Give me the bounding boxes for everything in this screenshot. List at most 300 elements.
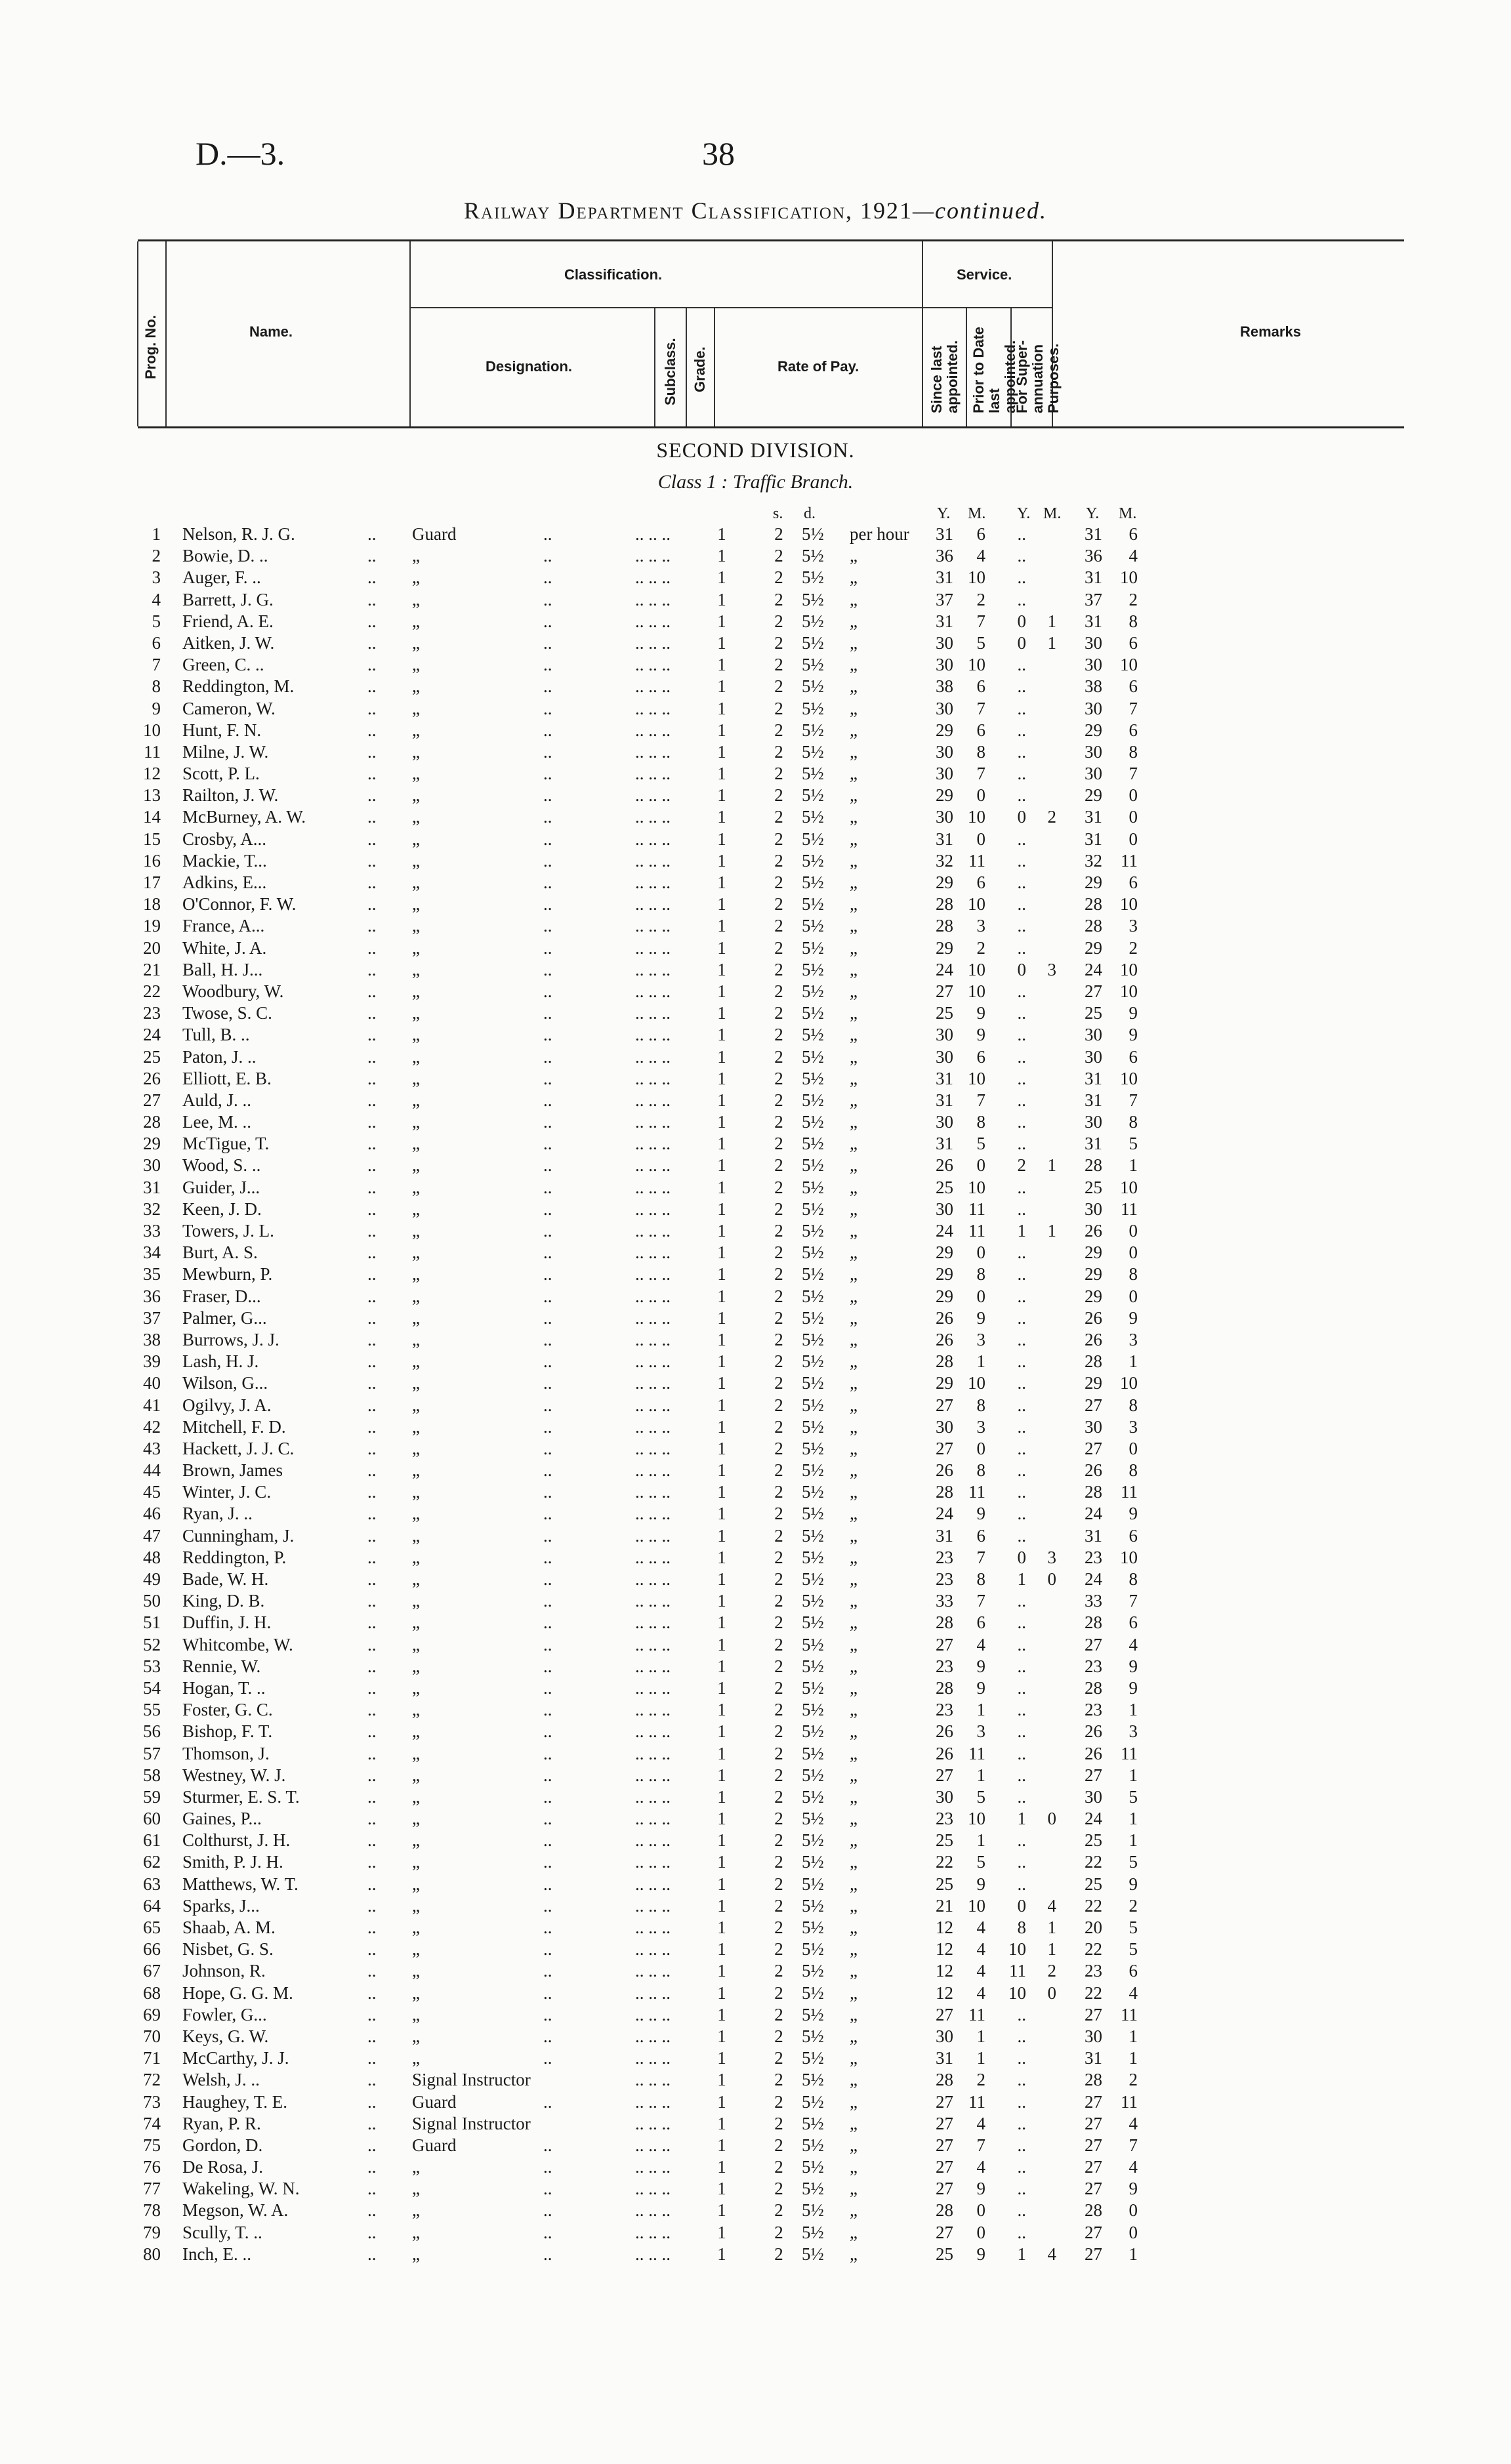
cell-rate-pence: 5½ (802, 2135, 824, 2155)
table-row (0, 1024, 1511, 1046)
leader-dots: .. .. .. (635, 1700, 671, 1720)
leader-dots: .. (367, 1068, 377, 1088)
cell-grade: 1 (717, 589, 726, 609)
cell-since-months: 3 (976, 1416, 985, 1437)
cell-super-years: 25 (1085, 1177, 1102, 1197)
cell-grade: 1 (717, 1939, 726, 1960)
cell-super-months: 6 (1128, 676, 1138, 697)
cell-rate-unit: „ (850, 1221, 858, 1241)
leader-dots: .. (367, 1351, 377, 1372)
cell-rate-shillings: 2 (774, 1307, 783, 1328)
cell-rate-shillings: 2 (774, 1961, 783, 1981)
cell-rate-unit: „ (850, 873, 858, 892)
cell-name: Adkins, E... (182, 873, 267, 892)
cell-name: Reddington, P. (182, 1547, 287, 1567)
leader-dots: .. (367, 894, 377, 914)
header-designation: Designation. (486, 358, 573, 375)
table-row (0, 1743, 1511, 1765)
cell-since-months: 9 (976, 1677, 985, 1698)
cell-since-months: 5 (976, 1786, 985, 1807)
table-row (0, 1263, 1511, 1285)
cell-rate-unit: „ (850, 1504, 858, 1524)
cell-since-years: 29 (936, 785, 953, 806)
cell-super-months: 5 (1128, 1786, 1138, 1807)
leader-dots: .. (367, 1569, 377, 1589)
leader-dots: .. (543, 1025, 552, 1045)
cell-prog-no: 46 (143, 1504, 161, 1524)
cell-designation: „ (412, 1351, 420, 1372)
leader-dots: .. .. .. (635, 589, 671, 609)
leader-dots: .. (543, 632, 552, 653)
cell-prior-years: .. (1017, 1438, 1026, 1458)
cell-name: Winter, J. C. (182, 1482, 272, 1502)
leader-dots: .. (367, 1482, 377, 1502)
cell-since-years: 29 (936, 873, 953, 892)
cell-name: Palmer, G... (182, 1307, 267, 1328)
cell-super-years: 30 (1085, 1046, 1102, 1067)
leader-dots: .. (367, 2091, 377, 2112)
table-row (0, 1220, 1511, 1242)
leader-dots: .. (367, 807, 377, 827)
cell-super-years: 31 (1085, 1068, 1102, 1088)
cell-since-months: 0 (976, 1286, 985, 1306)
cell-prior-years: .. (1017, 1025, 1026, 1045)
cell-super-months: 0 (1128, 1286, 1138, 1306)
cell-rate-pence: 5½ (802, 1046, 824, 1067)
leader-dots: .. .. .. (635, 1090, 671, 1110)
cell-prior-years: 1 (1017, 1569, 1026, 1589)
cell-prior-years: .. (1017, 1591, 1026, 1611)
cell-designation: „ (412, 1939, 420, 1960)
cell-super-months: 7 (1128, 698, 1138, 718)
cell-super-months: 9 (1128, 1656, 1138, 1676)
cell-rate-shillings: 2 (774, 1329, 783, 1349)
cell-designation: „ (412, 632, 420, 653)
cell-rate-unit: „ (850, 1003, 858, 1023)
cell-prog-no: 57 (143, 1743, 161, 1763)
cell-prior-months: 4 (1047, 1895, 1056, 1916)
cell-name: Friend, A. E. (182, 611, 274, 631)
cell-prior-years: .. (1017, 2004, 1026, 2024)
table-row (0, 872, 1511, 893)
leader-dots: .. (367, 1809, 377, 1829)
cell-prior-months: 4 (1047, 2244, 1056, 2264)
cell-since-years: 12 (936, 1961, 953, 1981)
cell-name: Scully, T. .. (182, 2222, 262, 2242)
cell-super-months: 7 (1128, 1090, 1138, 1110)
cell-since-years: 26 (936, 1307, 953, 1328)
cell-prog-no: 67 (143, 1961, 161, 1981)
cell-super-years: 27 (1085, 2113, 1102, 2133)
table-body (0, 524, 1511, 2265)
cell-rate-shillings: 2 (774, 2222, 783, 2242)
cell-designation: „ (412, 741, 420, 762)
leader-dots: .. (367, 2004, 377, 2024)
cell-prior-years: .. (1017, 2200, 1026, 2221)
cell-since-years: 25 (936, 2244, 953, 2264)
cell-prog-no: 17 (143, 873, 161, 892)
cell-rate-shillings: 2 (774, 1525, 783, 1546)
cell-rate-pence: 5½ (802, 589, 824, 609)
cell-super-years: 23 (1085, 1656, 1102, 1676)
cell-since-months: 1 (976, 1765, 985, 1785)
cell-rate-pence: 5½ (802, 1961, 824, 1981)
cell-rate-shillings: 2 (774, 1003, 783, 1023)
cell-rate-unit: „ (850, 2070, 858, 2090)
cell-rate-shillings: 2 (774, 676, 783, 697)
page-title (0, 197, 1511, 224)
cell-grade: 1 (717, 1025, 726, 1045)
cell-super-years: 27 (1085, 2244, 1102, 2264)
cell-designation: „ (412, 1961, 420, 1981)
cell-prog-no: 68 (143, 1982, 161, 2003)
cell-prog-no: 49 (143, 1569, 161, 1589)
table-row (0, 1547, 1511, 1569)
cell-rate-pence: 5½ (802, 850, 824, 871)
cell-super-years: 26 (1085, 1721, 1102, 1742)
cell-name: Gaines, P... (182, 1809, 262, 1829)
cell-rate-shillings: 2 (774, 1547, 783, 1567)
cell-rate-unit: „ (850, 2222, 858, 2242)
leader-dots: .. (543, 807, 552, 827)
leader-dots: .. .. .. (635, 1612, 671, 1633)
cell-prog-no: 60 (143, 1809, 161, 1829)
cell-prior-years: .. (1017, 698, 1026, 718)
cell-prior-years: .. (1017, 1677, 1026, 1698)
leader-dots: .. (543, 1177, 552, 1197)
cell-super-months: 3 (1128, 1416, 1138, 1437)
leader-dots: .. (543, 2222, 552, 2242)
table-row (0, 893, 1511, 915)
leader-dots: .. (543, 1242, 552, 1263)
cell-rate-unit: „ (850, 1939, 858, 1960)
leader-dots: .. .. .. (635, 567, 671, 588)
cell-prior-years: .. (1017, 2179, 1026, 2199)
cell-super-years: 29 (1085, 873, 1102, 892)
cell-prog-no: 66 (143, 1939, 161, 1960)
cell-rate-shillings: 2 (774, 1918, 783, 1937)
table-row (0, 567, 1511, 588)
cell-designation: „ (412, 2026, 420, 2046)
cell-super-months: 3 (1128, 1721, 1138, 1742)
cell-rate-unit: „ (850, 2113, 858, 2133)
cell-super-years: 24 (1085, 1569, 1102, 1589)
cell-grade: 1 (717, 698, 726, 718)
leader-dots: .. (543, 1656, 552, 1676)
table-row (0, 1503, 1511, 1525)
cell-rate-unit: „ (850, 959, 858, 979)
cell-rate-pence: 5½ (802, 1373, 824, 1393)
leader-dots: .. .. .. (635, 1874, 671, 1894)
leader-dots: .. (367, 1591, 377, 1611)
leader-dots: .. (367, 1286, 377, 1306)
cell-since-months: 0 (976, 2200, 985, 2221)
cell-rate-shillings: 2 (774, 698, 783, 718)
cell-super-months: 0 (1128, 2200, 1138, 2221)
cell-grade: 1 (717, 1351, 726, 1372)
cell-designation: „ (412, 1416, 420, 1437)
leader-dots: .. (367, 1874, 377, 1894)
cell-rate-pence: 5½ (802, 1482, 824, 1502)
cell-prog-no: 56 (143, 1721, 161, 1742)
cell-rate-unit: „ (850, 1134, 858, 1154)
table-row (0, 1395, 1511, 1416)
cell-prog-no: 10 (143, 720, 161, 740)
cell-name: Auger, F. .. (182, 567, 261, 588)
cell-name: Tull, B. .. (182, 1025, 250, 1045)
cell-rate-pence: 5½ (802, 1830, 824, 1851)
cell-designation: „ (412, 1547, 420, 1567)
cell-super-months: 7 (1128, 1591, 1138, 1611)
cell-since-months: 6 (976, 1046, 985, 1067)
cell-since-years: 30 (936, 1416, 953, 1437)
leader-dots: .. (367, 829, 377, 849)
cell-rate-pence: 5½ (802, 1068, 824, 1088)
cell-designation: „ (412, 1395, 420, 1415)
cell-super-years: 29 (1085, 1373, 1102, 1393)
cell-designation: Guard (412, 2091, 457, 2112)
cell-rate-unit: „ (850, 981, 858, 1001)
leader-dots: .. (367, 1025, 377, 1045)
cell-super-years: 30 (1085, 764, 1102, 784)
cell-since-months: 8 (976, 1460, 985, 1481)
leader-dots: .. .. .. (635, 1199, 671, 1219)
cell-rate-unit: „ (850, 1852, 858, 1872)
cell-rate-shillings: 2 (774, 2004, 783, 2024)
cell-prior-years: 2 (1017, 1155, 1026, 1176)
cell-prior-years: 11 (1009, 1961, 1026, 1981)
table-row (0, 1699, 1511, 1721)
cell-rate-unit: „ (850, 2200, 858, 2221)
cell-super-months: 9 (1128, 1307, 1138, 1328)
cell-grade: 1 (717, 1982, 726, 2003)
leader-dots: .. .. .. (635, 959, 671, 979)
cell-prior-years: .. (1017, 2070, 1026, 2090)
leader-dots: .. .. .. (635, 1177, 671, 1197)
cell-name: Keen, J. D. (182, 1199, 262, 1219)
cell-prior-years: .. (1017, 894, 1026, 914)
cell-grade: 1 (717, 720, 726, 740)
cell-since-months: 11 (968, 1221, 985, 1241)
cell-rate-shillings: 2 (774, 611, 783, 631)
unit-s: s. (773, 505, 783, 522)
leader-dots: .. (543, 1569, 552, 1589)
table-row (0, 698, 1511, 720)
leader-dots: .. (543, 1830, 552, 1851)
cell-grade: 1 (717, 2179, 726, 2199)
cell-grade: 1 (717, 1286, 726, 1306)
leader-dots: .. .. .. (635, 1634, 671, 1654)
leader-dots: .. (367, 1003, 377, 1023)
table-row (0, 1242, 1511, 1263)
cell-prog-no: 78 (143, 2200, 161, 2221)
cell-name: Bowie, D. .. (182, 546, 268, 566)
cell-rate-pence: 5½ (802, 1242, 824, 1263)
cell-rate-pence: 5½ (802, 1612, 824, 1633)
cell-since-months: 3 (976, 1721, 985, 1742)
table-row (0, 2047, 1511, 2069)
cell-designation: „ (412, 1786, 420, 1807)
cell-prior-years: .. (1017, 1112, 1026, 1132)
cell-rate-pence: 5½ (802, 676, 824, 697)
leader-dots: .. (367, 2157, 377, 2177)
cell-name: Ogilvy, J. A. (182, 1395, 272, 1415)
cell-since-months: 8 (976, 741, 985, 762)
cell-super-years: 31 (1085, 1090, 1102, 1110)
cell-designation: „ (412, 1177, 420, 1197)
leader-dots: .. (367, 764, 377, 784)
cell-rate-pence: 5½ (802, 1852, 824, 1872)
leader-dots: .. (543, 1895, 552, 1916)
cell-rate-shillings: 2 (774, 655, 783, 675)
cell-prior-months: 3 (1047, 959, 1056, 979)
cell-super-months: 10 (1120, 981, 1138, 1001)
table-row (0, 2004, 1511, 2026)
cell-designation: „ (412, 873, 420, 892)
cell-rate-shillings: 2 (774, 1199, 783, 1219)
cell-name: Westney, W. J. (182, 1765, 286, 1785)
cell-since-years: 30 (936, 655, 953, 675)
cell-grade: 1 (717, 1504, 726, 1524)
table-row (0, 1090, 1511, 1111)
table-row (0, 829, 1511, 850)
cell-rate-pence: 5½ (802, 2113, 824, 2133)
leader-dots: .. (367, 2179, 377, 2199)
cell-prior-years: .. (1017, 1395, 1026, 1415)
cell-super-months: 6 (1128, 1525, 1138, 1546)
cell-name: Auld, J. .. (182, 1090, 252, 1110)
cell-super-months: 10 (1120, 1373, 1138, 1393)
cell-rate-shillings: 2 (774, 1264, 783, 1284)
cell-super-years: 31 (1085, 1525, 1102, 1546)
cell-designation: „ (412, 611, 420, 631)
cell-grade: 1 (717, 785, 726, 806)
leader-dots: .. (543, 1721, 552, 1742)
leader-dots: .. (367, 1177, 377, 1197)
leader-dots: .. (367, 1264, 377, 1284)
cell-rate-unit: „ (850, 2157, 858, 2177)
cell-since-years: 28 (936, 1612, 953, 1633)
cell-super-months: 10 (1120, 1177, 1138, 1197)
cell-since-years: 23 (936, 1656, 953, 1676)
leader-dots: .. (367, 611, 377, 631)
cell-designation: „ (412, 1612, 420, 1633)
cell-rate-pence: 5½ (802, 1634, 824, 1654)
leader-dots: .. (367, 1895, 377, 1916)
cell-name: Rennie, W. (182, 1656, 261, 1676)
cell-rate-shillings: 2 (774, 2070, 783, 2090)
cell-name: Smith, P. J. H. (182, 1852, 283, 1872)
leader-dots: .. (367, 1373, 377, 1393)
cell-designation: „ (412, 1830, 420, 1851)
cell-since-months: 0 (976, 1438, 985, 1458)
cell-super-years: 29 (1085, 1286, 1102, 1306)
cell-super-months: 0 (1128, 1242, 1138, 1263)
cell-super-months: 8 (1128, 1264, 1138, 1284)
cell-prior-years: .. (1017, 1525, 1026, 1546)
cell-name: De Rosa, J. (182, 2157, 263, 2177)
cell-designation: „ (412, 1656, 420, 1676)
cell-prog-no: 26 (143, 1068, 161, 1088)
leader-dots: .. .. .. (635, 1547, 671, 1567)
cell-since-months: 11 (968, 2091, 985, 2112)
cell-super-years: 26 (1085, 1460, 1102, 1481)
cell-super-years: 23 (1085, 1547, 1102, 1567)
table-row (0, 915, 1511, 937)
cell-prior-years: 0 (1017, 959, 1026, 979)
cell-rate-pence: 5½ (802, 1700, 824, 1720)
cell-prog-no: 54 (143, 1677, 161, 1698)
cell-super-months: 9 (1128, 1025, 1138, 1045)
leader-dots: .. (543, 1591, 552, 1611)
cell-grade: 1 (717, 1786, 726, 1807)
cell-grade: 1 (717, 741, 726, 762)
leader-dots: .. (543, 655, 552, 675)
leader-dots: .. (543, 959, 552, 979)
cell-since-years: 21 (936, 1895, 953, 1916)
leader-dots: .. .. .. (635, 1264, 671, 1284)
table-row (0, 2026, 1511, 2047)
leader-dots: .. (367, 1329, 377, 1349)
cell-super-months: 11 (1121, 850, 1138, 871)
cell-super-months: 10 (1120, 655, 1138, 675)
cell-since-months: 4 (976, 546, 985, 566)
cell-prior-years: .. (1017, 1460, 1026, 1481)
leader-dots: .. (543, 1786, 552, 1807)
cell-rate-shillings: 2 (774, 1700, 783, 1720)
cell-prior-years: .. (1017, 546, 1026, 566)
table-row (0, 1133, 1511, 1155)
cell-rate-unit: „ (850, 1656, 858, 1676)
cell-grade: 1 (717, 2135, 726, 2155)
cell-grade: 1 (717, 937, 726, 958)
cell-rate-unit: „ (850, 1090, 858, 1110)
cell-rate-shillings: 2 (774, 1786, 783, 1807)
cell-name: Hackett, J. J. C. (182, 1438, 295, 1458)
cell-since-years: 29 (936, 720, 953, 740)
cell-prog-no: 21 (143, 959, 161, 979)
cell-rate-pence: 5½ (802, 2157, 824, 2177)
cell-rate-pence: 5½ (802, 632, 824, 653)
cell-rate-shillings: 2 (774, 632, 783, 653)
cell-super-months: 1 (1128, 1765, 1138, 1785)
cell-name: Hunt, F. N. (182, 720, 262, 740)
leader-dots: .. (543, 1547, 552, 1567)
cell-super-months: 3 (1128, 916, 1138, 936)
cell-since-months: 10 (968, 567, 985, 588)
cell-rate-shillings: 2 (774, 959, 783, 979)
leader-dots: .. (367, 1242, 377, 1263)
cell-since-years: 26 (936, 1743, 953, 1763)
cell-since-years: 31 (936, 567, 953, 588)
cell-grade: 1 (717, 981, 726, 1001)
cell-super-years: 30 (1085, 1025, 1102, 1045)
cell-super-months: 6 (1128, 873, 1138, 892)
cell-since-months: 6 (976, 1525, 985, 1546)
cell-super-months: 10 (1120, 959, 1138, 979)
table-row (0, 806, 1511, 828)
table-row (0, 1199, 1511, 1220)
cell-super-years: 31 (1085, 829, 1102, 849)
table-row (0, 589, 1511, 611)
section-class: Class 1 : Traffic Branch. (657, 471, 854, 493)
leader-dots: .. .. .. (635, 1743, 671, 1763)
cell-prior-months: 1 (1047, 1918, 1056, 1937)
cell-super-months: 9 (1128, 1874, 1138, 1894)
cell-name: Paton, J. .. (182, 1046, 257, 1067)
leader-dots: .. .. .. (635, 981, 671, 1001)
cell-since-months: 2 (976, 937, 985, 958)
